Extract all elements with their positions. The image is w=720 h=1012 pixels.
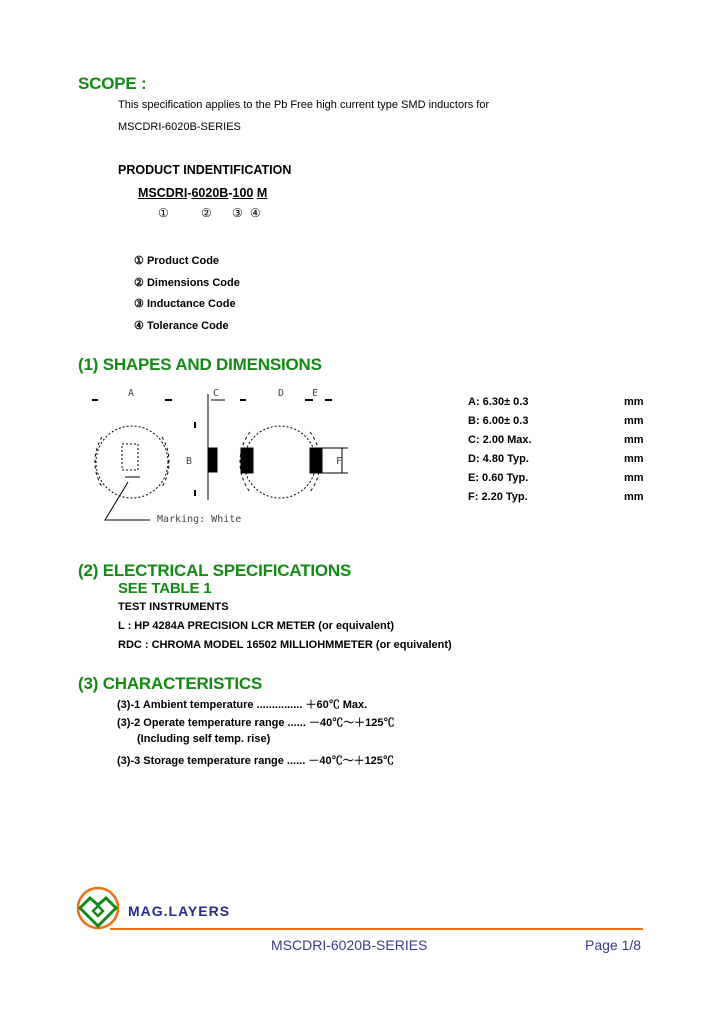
scope-heading: SCOPE :: [78, 74, 147, 93]
instrument-rdc: RDC : CHROMA MODEL 16502 MILLIOHMMETER (or equivalent): [118, 639, 452, 651]
svg-text:A: A: [128, 388, 135, 399]
product-id-code: MSCDRI-6020B-100 M: [138, 186, 268, 200]
dimension-row: A: 6.30± 0.3 mm: [468, 396, 644, 408]
legend-item: ④ Tolerance Code: [134, 320, 229, 332]
characteristic-note: (Including self temp. rise): [137, 733, 271, 745]
footer-series: MSCDRI-6020B-SERIES: [271, 937, 428, 953]
mag-layers-logo-icon: [76, 886, 120, 932]
svg-text:E: E: [312, 388, 319, 399]
brand-name: MAG.LAYERS: [128, 903, 231, 919]
scope-series: MSCDRI-6020B-SERIES: [118, 121, 241, 133]
svg-text:D: D: [278, 388, 285, 399]
svg-text:C: C: [213, 388, 220, 399]
dimension-drawing: [80, 382, 370, 532]
svg-text:Marking: White: Marking: White: [157, 514, 242, 525]
see-table-heading: SEE TABLE 1: [118, 580, 212, 597]
part-dimensions-code: 6020B: [191, 186, 229, 200]
svg-text:F: F: [336, 456, 343, 467]
legend-item: ① Product Code: [134, 255, 220, 267]
dimensions-table: [468, 396, 644, 510]
shapes-heading: (1) SHAPES AND DIMENSIONS: [78, 355, 322, 374]
part-tolerance-code: M: [256, 186, 268, 200]
part-inductance-code: 100: [232, 186, 254, 200]
part-product-code: MSCDRI: [138, 186, 188, 200]
marker-1: ①: [158, 206, 169, 220]
svg-text:B: B: [186, 456, 193, 467]
characteristic-item: (3)-2 Operate temperature range ...... －40℃～＋125℃: [117, 717, 395, 729]
instrument-l: L : HP 4284A PRECISION LCR METER (or equivalent): [118, 620, 395, 632]
footer-divider: [110, 928, 643, 930]
page-number: Page 1/8: [585, 937, 642, 953]
dimension-row: F: 2.20 Typ. mm: [468, 491, 644, 503]
dimension-row: B: 6.00± 0.3 mm: [468, 415, 644, 427]
characteristics-heading: (3) CHARACTERISTICS: [78, 674, 263, 693]
dimension-row: D: 4.80 Typ. mm: [468, 453, 644, 465]
legend-item: ③ Inductance Code: [134, 298, 236, 310]
scope-text: This specification applies to the Pb Free high current type SMD inductors for: [118, 99, 490, 111]
marker-4: ④: [250, 206, 261, 220]
test-instruments-title: TEST INSTRUMENTS: [118, 601, 229, 613]
dimension-row: C: 2.00 Max. mm: [468, 434, 644, 446]
characteristic-item: (3)-1 Ambient temperature ............... ＋60℃ Max.: [117, 699, 368, 711]
marker-2: ②: [201, 206, 212, 220]
characteristic-item: (3)-3 Storage temperature range ...... －40℃～＋125℃: [117, 755, 394, 767]
marker-3: ③: [232, 206, 243, 220]
product-id-title: PRODUCT INDENTIFICATION: [118, 163, 292, 177]
legend-item: ② Dimensions Code: [134, 277, 240, 289]
electrical-heading: (2) ELECTRICAL SPECIFICATIONS: [78, 561, 352, 580]
dimension-row: E: 0.60 Typ. mm: [468, 472, 644, 484]
